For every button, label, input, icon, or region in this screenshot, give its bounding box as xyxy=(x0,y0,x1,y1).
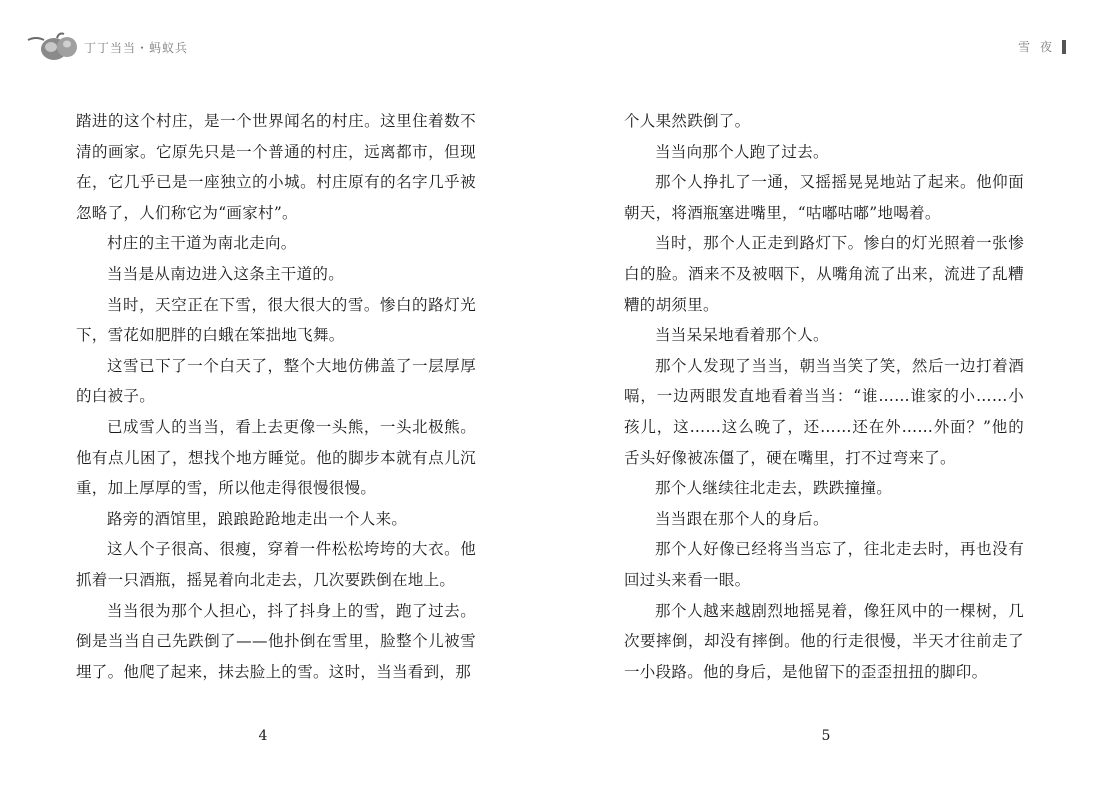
chapter-title: 雪夜 xyxy=(1017,40,1062,54)
paragraph: 当时，那个人正走到路灯下。惨白的灯光照着一张惨白的脸。酒来不及被咽下，从嘴角流了出来，流进了乱糟糟的胡须里。 xyxy=(624,234,1024,314)
paragraph: 当当是从南边进入这条主干道的。 xyxy=(107,264,345,283)
paragraph: 当当呆呆地看着那个人。 xyxy=(655,326,829,345)
paragraph: 那个人好像已经将当当忘了，往北走去时，再也没有回过头来看一眼。 xyxy=(624,540,1024,589)
paragraph: 那个人继续往北走去，跌跌撞撞。 xyxy=(655,479,893,498)
series-title: 丁丁当当・蚂蚁兵 xyxy=(84,40,189,55)
paragraph: 村庄的主干道为南北走向。 xyxy=(107,234,297,253)
page-number: 5 xyxy=(821,728,831,744)
paragraph: 这雪已下了一个白天了，整个大地仿佛盖了一层厚厚的白被子。 xyxy=(76,356,476,406)
chapter-header xyxy=(1018,38,1066,55)
right-text-column xyxy=(624,106,1024,687)
paragraph: 踏进的这个村庄，是一个世界闻名的村庄。这里住着数不清的画家。它原先只是一个普通的村庄，远离都市，但现在，它几乎已是一座独立的小城。村庄原有的名字几乎被忽略了，人们称它为“画家村”。 xyxy=(76,112,476,222)
ant-logo-icon xyxy=(24,30,80,64)
paragraph: 当当向那个人跑了过去。 xyxy=(655,142,829,161)
chapter-marker xyxy=(1062,40,1066,54)
right-page xyxy=(548,0,1096,786)
paragraph: 那个人发现了当当，朝当当笑了笑，然后一边打着酒嗝，一边两眼发直地看着当当：“谁……谁家的小……小孩儿，这……这么晚了，还……还在外……外面？”他的舌头好像被冻僵了，硬在嘴里，打不过弯来了。 xyxy=(624,356,1024,467)
series-header xyxy=(24,30,188,64)
paragraph: 已成雪人的当当，看上去更像一头熊，一头北极熊。他有点儿困了，想找个地方睡觉。他的脚步本就有点儿沉重，加上厚厚的雪，所以他走得很慢很慢。 xyxy=(76,417,476,498)
paragraph: 这人个子很高、很瘦，穿着一件松松垮垮的大衣。他抓着一只酒瓶，摇晃着向北走去，几次要跌倒在地上。 xyxy=(76,540,476,589)
paragraph: 那个人越来越剧烈地摇晃着，像狂风中的一棵树，几次要摔倒，却没有摔倒。他的行走很慢，半天才往前走了一小段路。他的身后，是他留下的歪歪扭扭的脚印。 xyxy=(624,601,1024,681)
page-number: 4 xyxy=(258,728,268,744)
paragraph: 路旁的酒馆里，踉踉跄跄地走出一个人来。 xyxy=(107,509,408,528)
paragraph: 当时，天空正在下雪，很大很大的雪。惨白的路灯光下，雪花如肥胖的白蛾在笨拙地飞舞。 xyxy=(76,295,476,345)
paragraph: 当当跟在那个人的身后。 xyxy=(655,509,829,528)
paragraph: 当当很为那个人担心，抖了抖身上的雪，跑了过去。倒是当当自己先跌倒了——他扑倒在雪里，脸整个儿被雪埋了。他爬了起来，抹去脸上的雪。这时，当当看到，那 xyxy=(76,601,476,681)
paragraph: 那个人挣扎了一通，又摇摇晃晃地站了起来。他仰面朝天，将酒瓶塞进嘴里，“咕嘟咕嘟”地喝着。 xyxy=(624,173,1024,222)
left-text-column xyxy=(76,106,476,687)
paragraph: 个人果然跌倒了。 xyxy=(624,112,751,130)
